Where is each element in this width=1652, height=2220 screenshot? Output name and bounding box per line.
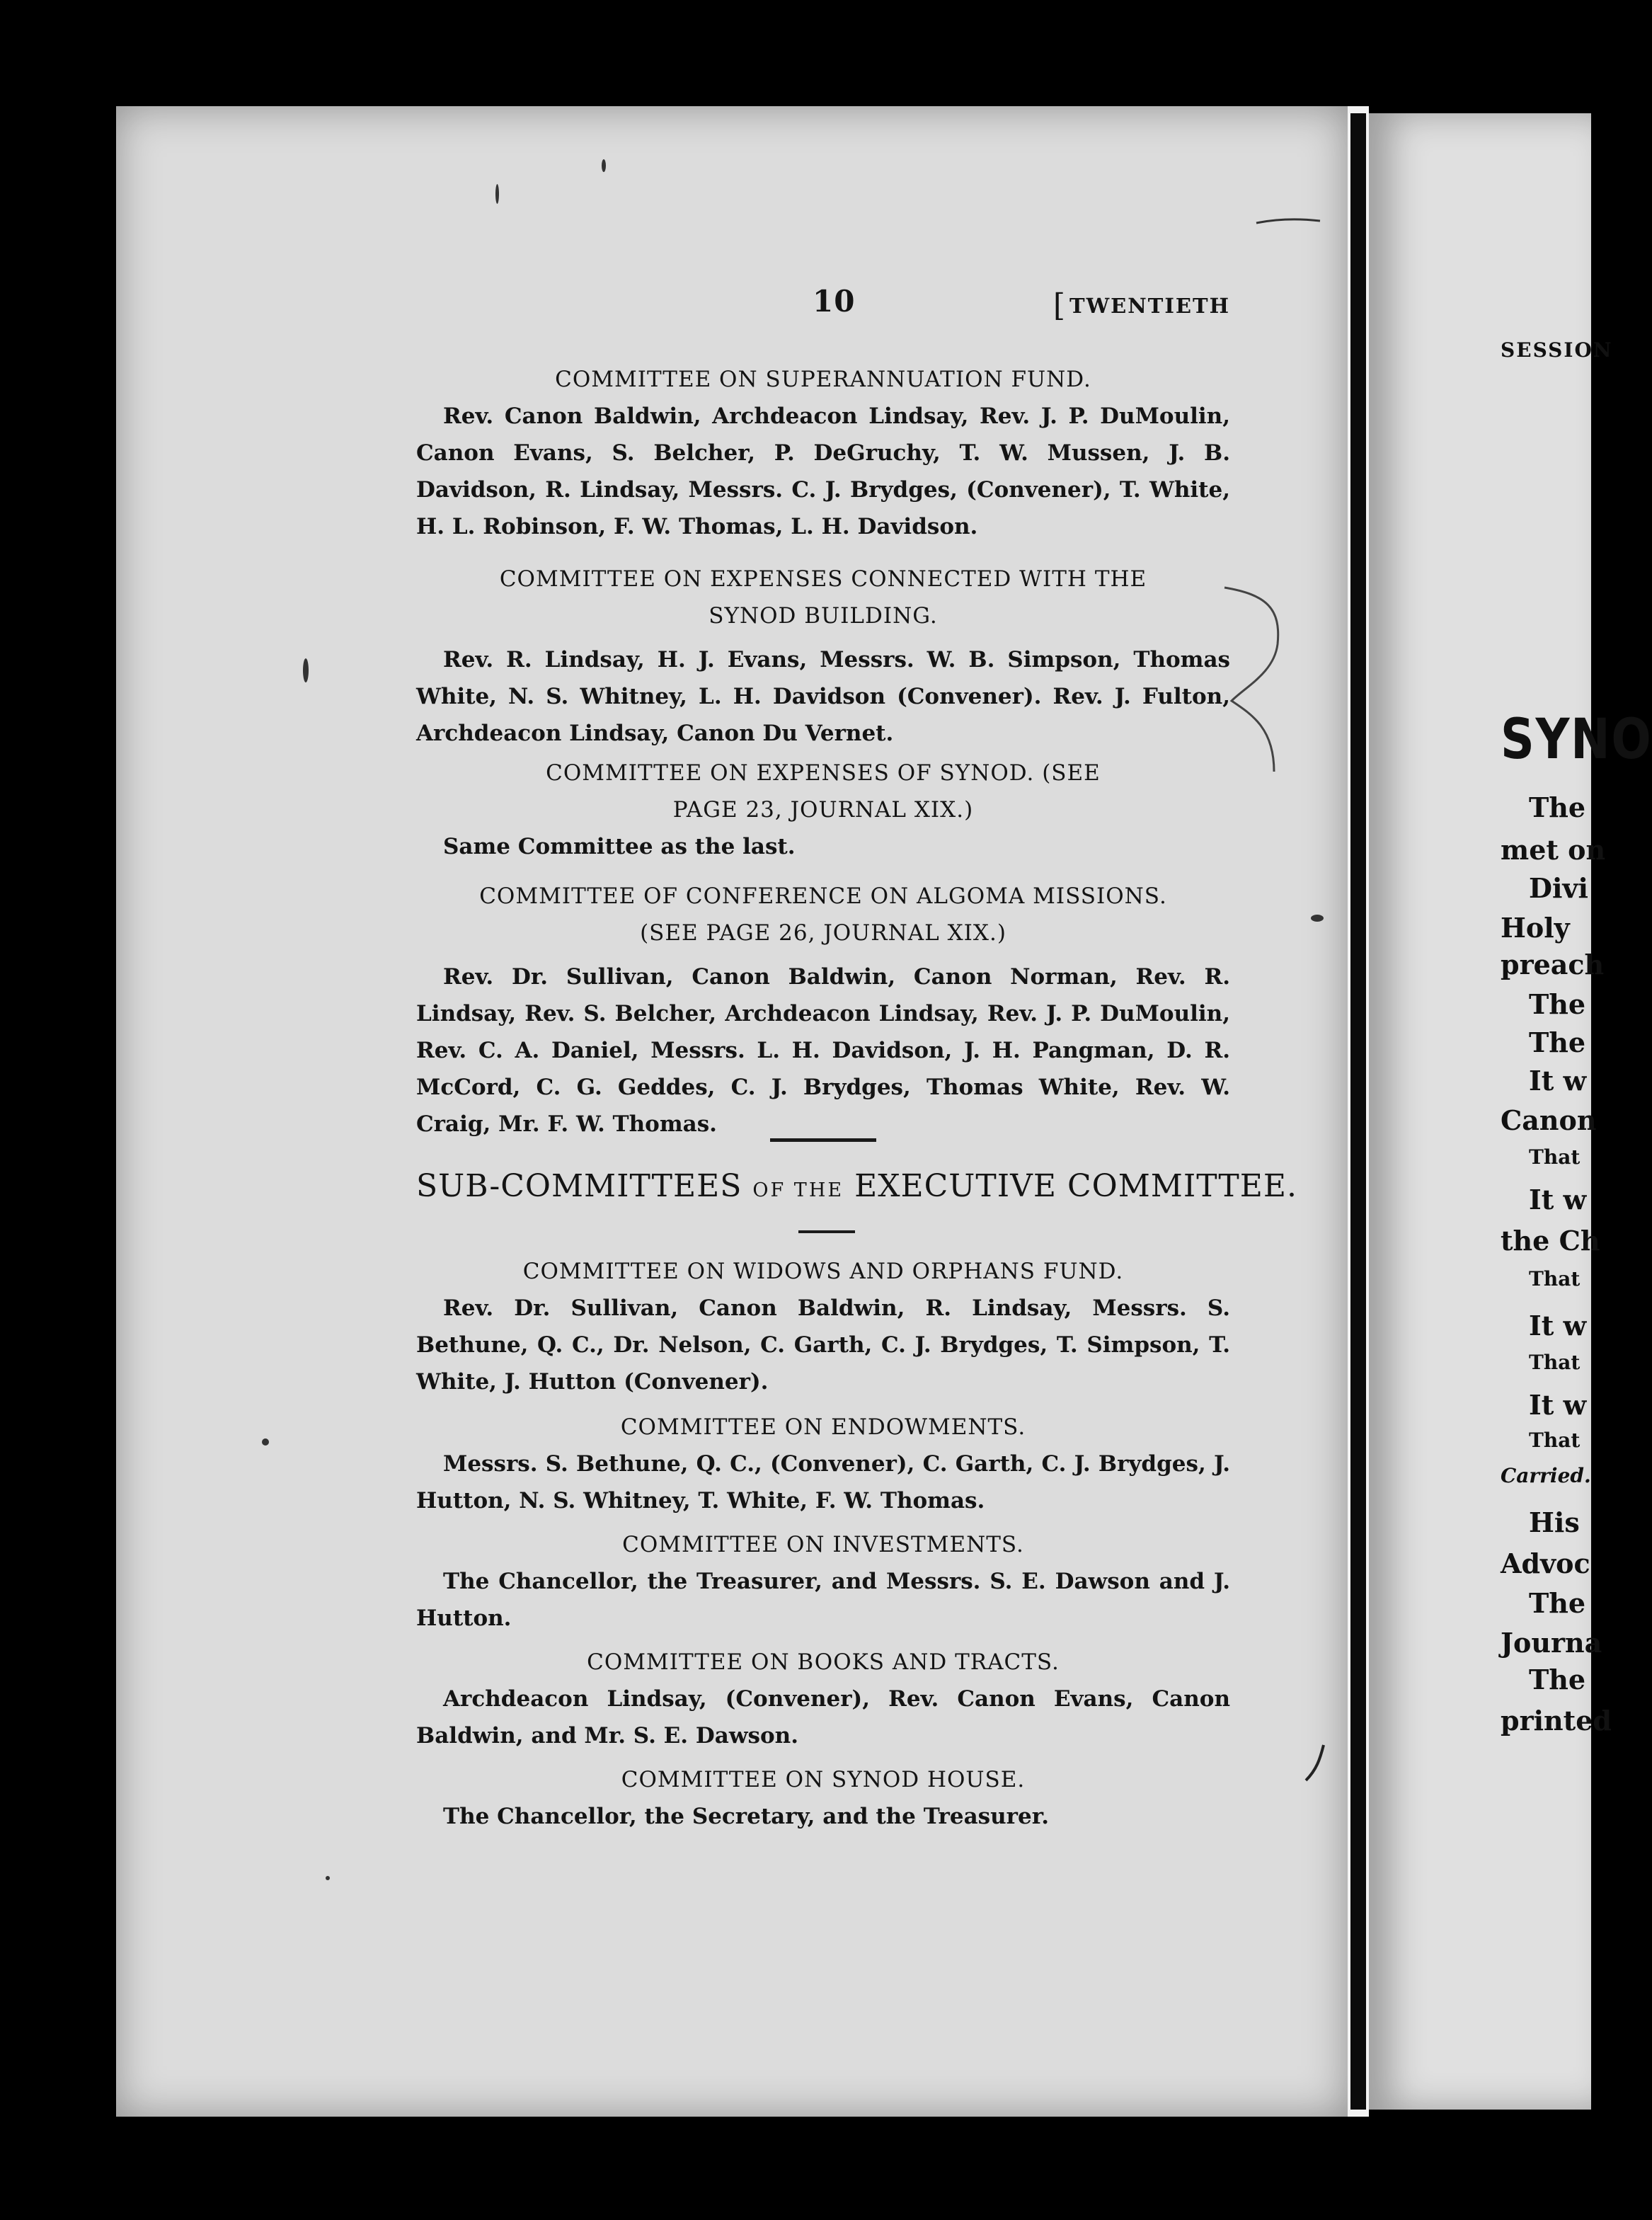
committee-members: Rev. R. Lindsay, H. J. Evans, Messrs. W. B. Simpson, Thomas White, N. S. Whitney, L. H. Davidson (Convener). Rev. J. Fulton, Archdeacon Lindsay, Canon Du Vernet.	[416, 647, 1230, 746]
right-page-line: It w	[1529, 1065, 1587, 1097]
right-page-line: That	[1529, 1145, 1581, 1169]
committee-members: Archdeacon Lindsay, (Convener), Rev. Canon Evans, Canon Baldwin, and Mr. S. E. Dawson.	[416, 1686, 1230, 1749]
committee-heading: COMMITTEE ON ENDOWMENTS.	[620, 1414, 1026, 1440]
sub-committees-title: SUB-COMMITTEES	[416, 1168, 742, 1204]
committee-block	[416, 561, 1230, 752]
right-page-line: Holy	[1501, 912, 1570, 944]
right-page-line: The	[1529, 1664, 1586, 1695]
pen-stroke-mark	[1302, 1741, 1331, 1784]
right-page-line: His	[1529, 1506, 1580, 1538]
right-page	[1369, 113, 1652, 2110]
committee-members: Rev. Dr. Sullivan, Canon Baldwin, R. Lindsay, Messrs. S. Bethune, Q. C., Dr. Nelson, C. Garth, C. J. Brydges, T. Simpson, T. White, J. Hutton (Convener).	[416, 1295, 1230, 1395]
committee-members: Rev. Dr. Sullivan, Canon Baldwin, Canon Norman, Rev. R. Lindsay, Rev. S. Belcher, Archdeacon Lindsay, Rev. J. P. DuMoulin, Rev. C. A. Daniel, Messrs. L. H. Davidson, J. H. Pangman, D. R. McCord, C. G. Geddes, C. J. Brydges, Thomas White, Rev. W. Craig, Mr. F. W. Thomas.	[416, 964, 1230, 1137]
right-page-heading: SYNO	[1501, 708, 1652, 772]
right-page-line: preach	[1501, 949, 1605, 980]
right-page-line: That	[1529, 1267, 1581, 1291]
right-running-head: SESSION	[1501, 338, 1613, 362]
right-page-line: That	[1529, 1429, 1581, 1452]
right-page-line: Journa	[1501, 1627, 1602, 1659]
committee-heading: COMMITTEE ON WIDOWS AND ORPHANS FUND.	[522, 1259, 1124, 1284]
running-head-text: TWENTIETH	[1069, 294, 1230, 318]
right-page-line: The	[1529, 791, 1586, 823]
right-page-line: met on	[1501, 834, 1606, 866]
ink-speck	[303, 658, 309, 682]
ink-speck	[262, 1438, 269, 1446]
right-page-line: The	[1529, 988, 1586, 1020]
right-page-line: The	[1529, 1026, 1586, 1058]
committee-members: Rev. Canon Baldwin, Archdeacon Lindsay, Rev. J. P. DuMoulin, Canon Evans, S. Belcher, P. DeGruchy, T. W. Mussen, J. B. Davidson, R. Lindsay, Messrs. C. J. Brydges, (Convener), T. White, H. L. Robinson, F. W. Thomas, L. H. Davidson.	[416, 404, 1230, 539]
committee-members: Same Committee as the last.	[443, 834, 796, 859]
ink-speck	[495, 184, 499, 204]
sub-committee-block	[416, 1644, 1230, 1754]
committee-members: Messrs. S. Bethune, Q. C., (Convener), C. Garth, C. J. Brydges, J. Hutton, N. S. Whitney, T. White, F. W. Thomas.	[416, 1451, 1230, 1514]
right-page-line: Divi	[1529, 872, 1588, 904]
sub-committees-executive: EXECUTIVE COMMITTEE.	[854, 1168, 1297, 1204]
page-header	[416, 283, 1230, 326]
committee-block	[416, 878, 1230, 1143]
ink-speck	[326, 1876, 330, 1880]
section-divider	[798, 1230, 855, 1233]
committee-block	[416, 361, 1230, 545]
sub-committees-connector: OF THE	[752, 1179, 844, 1201]
right-page-line: Carried.	[1501, 1464, 1591, 1487]
committee-members: The Chancellor, the Secretary, and the Treasurer.	[443, 1804, 1049, 1829]
sub-committee-block	[416, 1761, 1230, 1835]
right-page-line: Canon	[1501, 1104, 1597, 1136]
sub-committees-heading	[416, 1168, 1297, 1209]
page-number: 10	[813, 284, 856, 319]
right-page-line: It w	[1529, 1184, 1587, 1215]
right-page-line: the Ch	[1501, 1225, 1600, 1257]
committee-heading: COMMITTEE ON INVESTMENTS.	[622, 1532, 1024, 1557]
committee-heading: COMMITTEE ON SYNOD HOUSE.	[621, 1767, 1026, 1792]
committee-heading: COMMITTEE OF CONFERENCE ON ALGOMA MISSIONS. (SEE PAGE 26, JOURNAL XIX.)	[479, 883, 1167, 946]
sub-committee-block	[416, 1409, 1230, 1519]
right-page-line: It w	[1529, 1310, 1587, 1341]
pen-stroke-mark	[1253, 212, 1324, 234]
right-page-line: printed	[1501, 1705, 1612, 1736]
bracket-glyph: [	[1052, 287, 1067, 324]
section-divider	[770, 1138, 876, 1142]
ink-speck	[602, 159, 606, 172]
right-page-line: It w	[1529, 1389, 1587, 1421]
sub-committee-block	[416, 1253, 1230, 1400]
sub-committee-block	[416, 1526, 1230, 1637]
right-page-line: The	[1529, 1587, 1586, 1619]
running-head	[1053, 287, 1230, 324]
right-page-line: That	[1529, 1351, 1581, 1374]
committee-members: The Chancellor, the Treasurer, and Messrs. S. E. Dawson and J. Hutton.	[416, 1569, 1230, 1631]
committee-heading: COMMITTEE ON EXPENSES OF SYNOD. (SEE PAGE 23, JOURNAL XIX.)	[546, 760, 1101, 823]
committee-heading: COMMITTEE ON SUPERANNUATION FUND.	[555, 367, 1091, 392]
ink-speck	[1311, 915, 1324, 922]
book-spine	[1350, 113, 1366, 2110]
right-page-line: Advoc	[1501, 1547, 1590, 1579]
committee-heading: COMMITTEE ON BOOKS AND TRACTS.	[587, 1649, 1060, 1675]
committee-block	[416, 755, 1230, 865]
committee-heading: COMMITTEE ON EXPENSES CONNECTED WITH THE SYNOD BUILDING.	[499, 566, 1147, 629]
